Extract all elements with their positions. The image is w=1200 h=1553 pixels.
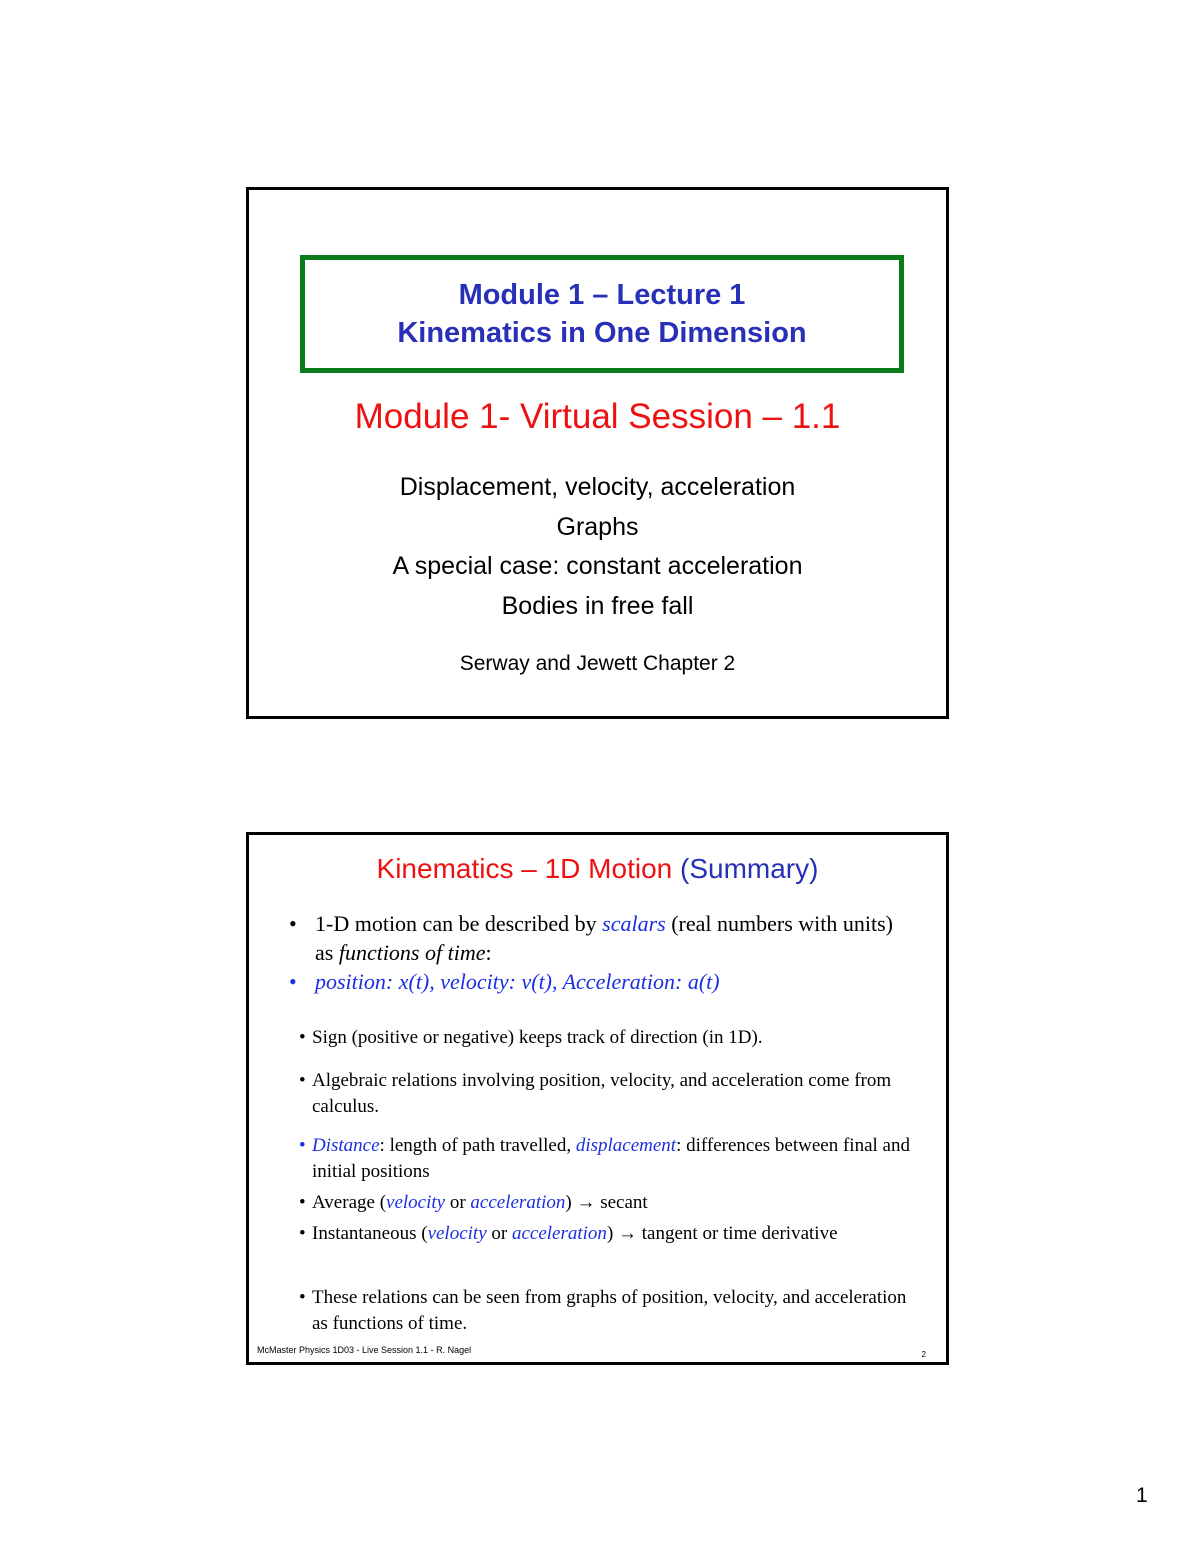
scalars-term: scalars — [602, 911, 666, 936]
slide-footer: McMaster Physics 1D03 - Live Session 1.1 - R. Nagel — [257, 1345, 472, 1355]
slide-1 — [246, 187, 949, 719]
bullet-distance: • Distance: length of path travelled, displacement: differences between final and initial positions — [299, 1135, 910, 1182]
bullet-icon: • — [299, 1287, 306, 1308]
topic-item: Bodies in free fall — [501, 591, 694, 620]
topic-item: A special case: constant acceleration — [392, 552, 803, 580]
page-number: 1 — [1136, 1484, 1148, 1507]
lecture-title-line1: Module 1 – Lecture 1 — [458, 279, 746, 311]
session-title: Module 1- Virtual Session – 1.1 — [354, 397, 841, 436]
bullet-average: • Average (velocity or acceleration) → secant — [249, 1190, 946, 1216]
distance-term: Distance — [312, 1135, 380, 1156]
bullet-sign: • Sign (positive or negative) keeps track of direction (in 1D). — [249, 1025, 946, 1051]
slide-2 — [246, 832, 949, 1365]
bullet-icon: • — [299, 1223, 306, 1244]
bullet-icon: • — [289, 969, 297, 994]
summary-title-main: Kinematics – 1D Motion — [376, 853, 673, 884]
bullet-icon: • — [299, 1070, 306, 1091]
bullet-position-velocity: • position: x(t), velocity: v(t), Acceleration: a(t) — [289, 969, 720, 994]
topic-item: Graphs — [556, 512, 639, 541]
topic-item: Displacement, velocity, acceleration — [399, 473, 796, 501]
bullet-icon: • — [299, 1027, 306, 1048]
bullet-algebraic: • Algebraic relations involving position, velocity, and acceleration come from calculus. — [299, 1070, 892, 1117]
lecture-title-box — [300, 255, 904, 373]
displacement-term: displacement — [575, 1135, 677, 1156]
functions-of-time-term: functions of time — [338, 940, 486, 965]
bullet-icon: • — [299, 1135, 306, 1156]
summary-title — [249, 853, 946, 885]
lecture-title-line2: Kinematics in One Dimension — [397, 317, 807, 349]
bullet-icon: • — [289, 911, 297, 936]
bullet-1d-motion: • 1-D motion can be described by scalars (real numbers with units) as functions of time: — [289, 911, 893, 965]
chapter-reference: Serway and Jewett Chapter 2 — [459, 652, 736, 675]
bullet-graphs: • These relations can be seen from graphs of position, velocity, and acceleration as functions of time. — [299, 1287, 907, 1334]
summary-title-suffix: (Summary) — [680, 853, 819, 884]
topic-list — [249, 468, 946, 626]
bullet-instantaneous: • Instantaneous (velocity or acceleration) → tangent or time derivative — [249, 1221, 946, 1247]
slide-number: 2 — [921, 1350, 926, 1359]
bullet-icon: • — [299, 1192, 306, 1213]
